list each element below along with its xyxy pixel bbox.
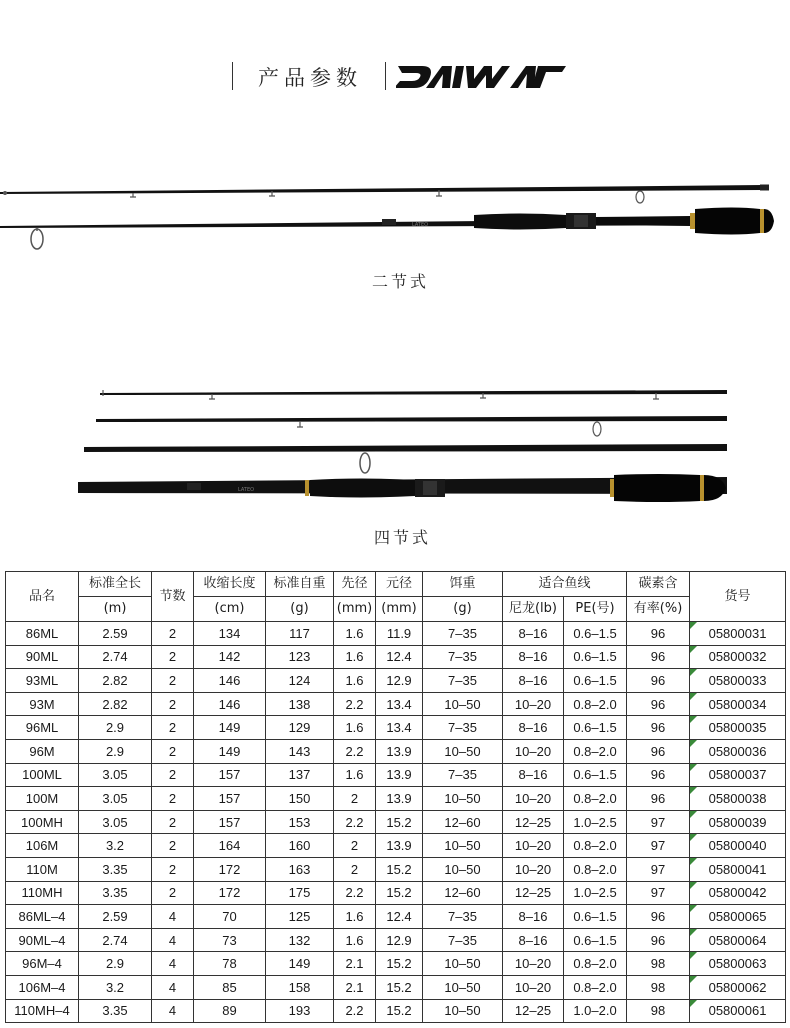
cell-model: 86ML: [6, 622, 79, 646]
cell-model: 110MH: [6, 881, 79, 905]
cell-pe-line: 1.0–2.5: [564, 810, 627, 834]
cell-closed-length: 78: [194, 952, 266, 976]
cell-lure-weight: 7–35: [423, 669, 503, 693]
cell-pe-line: 1.0–2.5: [564, 881, 627, 905]
cell-sections: 4: [152, 928, 194, 952]
table-row: [6, 763, 786, 787]
cell-butt-diameter: 13.4: [376, 692, 423, 716]
cell-model: 93M: [6, 692, 79, 716]
cell-lure-weight: 10–50: [423, 999, 503, 1023]
cell-lure-weight: 7–35: [423, 905, 503, 929]
cell-weight: 129: [266, 716, 334, 740]
cell-product-code: 05800036: [690, 739, 786, 763]
cell-carbon-content: 96: [627, 622, 690, 646]
col-carbon-label: 碳素含: [627, 572, 690, 597]
cell-nylon-line: 12–25: [503, 881, 564, 905]
cell-tip-diameter: 2.2: [334, 739, 376, 763]
col-nylon: 尼龙(lb): [503, 597, 564, 622]
cell-carbon-content: 96: [627, 763, 690, 787]
cell-pe-line: 0.8–2.0: [564, 952, 627, 976]
cell-lure-weight: 7–35: [423, 763, 503, 787]
cell-product-code: 05800063: [690, 952, 786, 976]
cell-weight: 158: [266, 975, 334, 999]
cell-carbon-content: 96: [627, 739, 690, 763]
cell-closed-length: 70: [194, 905, 266, 929]
col-closed-unit: (cm): [194, 597, 266, 622]
cell-model: 96ML: [6, 716, 79, 740]
daiwa-logo: [396, 64, 568, 90]
cell-pe-line: 0.8–2.0: [564, 975, 627, 999]
cell-sections: 2: [152, 763, 194, 787]
header-divider-right: [385, 62, 386, 90]
cell-nylon-line: 10–20: [503, 975, 564, 999]
cell-length: 3.05: [79, 810, 152, 834]
cell-nylon-line: 8–16: [503, 905, 564, 929]
cell-lure-weight: 12–60: [423, 881, 503, 905]
cell-butt-diameter: 12.4: [376, 905, 423, 929]
cell-product-code: 05800041: [690, 857, 786, 881]
cell-weight: 137: [266, 763, 334, 787]
cell-weight: 143: [266, 739, 334, 763]
col-sections: 节数: [152, 572, 194, 622]
cell-product-code: 05800034: [690, 692, 786, 716]
cell-nylon-line: 10–20: [503, 739, 564, 763]
cell-pe-line: 0.6–1.5: [564, 905, 627, 929]
page-header: [0, 58, 790, 94]
cell-butt-diameter: 13.9: [376, 787, 423, 811]
table-row: [6, 739, 786, 763]
cell-carbon-content: 96: [627, 928, 690, 952]
cell-length: 2.9: [79, 716, 152, 740]
cell-length: 3.05: [79, 763, 152, 787]
col-lure-unit: (g): [423, 597, 503, 622]
caption-four-piece: 四节式: [374, 528, 432, 547]
cell-weight: 175: [266, 881, 334, 905]
cell-closed-length: 172: [194, 881, 266, 905]
cell-tip-diameter: 1.6: [334, 763, 376, 787]
cell-sections: 2: [152, 716, 194, 740]
rod-print-2pc: LATEO: [412, 222, 429, 228]
cell-tip-diameter: 1.6: [334, 716, 376, 740]
cell-carbon-content: 96: [627, 716, 690, 740]
cell-weight: 125: [266, 905, 334, 929]
cell-product-code: 05800033: [690, 669, 786, 693]
cell-length: 3.2: [79, 834, 152, 858]
cell-butt-diameter: 15.2: [376, 881, 423, 905]
cell-nylon-line: 8–16: [503, 716, 564, 740]
cell-weight: 193: [266, 999, 334, 1023]
cell-length: 3.35: [79, 999, 152, 1023]
col-tip-label: 先径: [334, 572, 376, 597]
cell-nylon-line: 8–16: [503, 622, 564, 646]
cell-weight: 138: [266, 692, 334, 716]
cell-model: 110MH–4: [6, 999, 79, 1023]
cell-nylon-line: 12–25: [503, 810, 564, 834]
cell-nylon-line: 10–20: [503, 952, 564, 976]
cell-carbon-content: 97: [627, 834, 690, 858]
cell-product-code: 05800040: [690, 834, 786, 858]
rod-print-4pc: LATEO: [238, 487, 255, 493]
cell-model: 100MH: [6, 810, 79, 834]
cell-length: 2.82: [79, 669, 152, 693]
cell-butt-diameter: 15.2: [376, 999, 423, 1023]
cell-tip-diameter: 2.1: [334, 952, 376, 976]
cell-length: 3.35: [79, 857, 152, 881]
cell-nylon-line: 8–16: [503, 645, 564, 669]
cell-length: 2.74: [79, 928, 152, 952]
cell-weight: 163: [266, 857, 334, 881]
cell-closed-length: 172: [194, 857, 266, 881]
cell-lure-weight: 10–50: [423, 787, 503, 811]
cell-lure-weight: 7–35: [423, 928, 503, 952]
cell-butt-diameter: 13.9: [376, 834, 423, 858]
col-weight-label: 标准自重: [266, 572, 334, 597]
cell-carbon-content: 96: [627, 787, 690, 811]
cell-tip-diameter: 2.2: [334, 881, 376, 905]
cell-closed-length: 134: [194, 622, 266, 646]
cell-model: 100M: [6, 787, 79, 811]
cell-tip-diameter: 2.2: [334, 810, 376, 834]
cell-model: 90ML: [6, 645, 79, 669]
cell-carbon-content: 97: [627, 881, 690, 905]
cell-pe-line: 1.0–2.0: [564, 999, 627, 1023]
cell-product-code: 05800039: [690, 810, 786, 834]
cell-model: 96M–4: [6, 952, 79, 976]
cell-pe-line: 0.8–2.0: [564, 692, 627, 716]
cell-lure-weight: 10–50: [423, 952, 503, 976]
cell-tip-diameter: 1.6: [334, 928, 376, 952]
table-subheader-row: [6, 597, 786, 622]
cell-tip-diameter: 2.2: [334, 692, 376, 716]
cell-lure-weight: 12–60: [423, 810, 503, 834]
cell-lure-weight: 7–35: [423, 622, 503, 646]
cell-sections: 2: [152, 787, 194, 811]
cell-lure-weight: 7–35: [423, 645, 503, 669]
cell-pe-line: 0.6–1.5: [564, 928, 627, 952]
cell-length: 2.82: [79, 692, 152, 716]
cell-sections: 4: [152, 999, 194, 1023]
table-row: [6, 975, 786, 999]
cell-tip-diameter: 2.2: [334, 999, 376, 1023]
table-row: [6, 999, 786, 1023]
cell-butt-diameter: 12.9: [376, 669, 423, 693]
cell-closed-length: 142: [194, 645, 266, 669]
cell-sections: 4: [152, 952, 194, 976]
cell-nylon-line: 8–16: [503, 669, 564, 693]
cell-tip-diameter: 2: [334, 787, 376, 811]
cell-closed-length: 157: [194, 787, 266, 811]
cell-closed-length: 89: [194, 999, 266, 1023]
cell-sections: 2: [152, 739, 194, 763]
cell-butt-diameter: 13.9: [376, 763, 423, 787]
cell-sections: 2: [152, 881, 194, 905]
cell-nylon-line: 10–20: [503, 692, 564, 716]
table-row: [6, 692, 786, 716]
col-length-label: 标准全长: [79, 572, 152, 597]
cell-weight: 160: [266, 834, 334, 858]
col-butt-label: 元径: [376, 572, 423, 597]
cell-sections: 2: [152, 669, 194, 693]
table-body: [6, 622, 786, 1023]
cell-pe-line: 0.6–1.5: [564, 716, 627, 740]
cell-length: 3.2: [79, 975, 152, 999]
cell-nylon-line: 8–16: [503, 928, 564, 952]
cell-product-code: 05800031: [690, 622, 786, 646]
cell-nylon-line: 10–20: [503, 857, 564, 881]
cell-product-code: 05800042: [690, 881, 786, 905]
cell-carbon-content: 98: [627, 975, 690, 999]
col-pe: PE(号): [564, 597, 627, 622]
cell-model: 106M–4: [6, 975, 79, 999]
cell-model: 110M: [6, 857, 79, 881]
specifications-table: [5, 571, 786, 1023]
cell-weight: 150: [266, 787, 334, 811]
cell-product-code: 05800065: [690, 905, 786, 929]
cell-lure-weight: 10–50: [423, 857, 503, 881]
table-row: [6, 928, 786, 952]
cell-butt-diameter: 13.4: [376, 716, 423, 740]
table-row: [6, 645, 786, 669]
cell-closed-length: 146: [194, 669, 266, 693]
cell-carbon-content: 96: [627, 692, 690, 716]
cell-closed-length: 164: [194, 834, 266, 858]
cell-butt-diameter: 15.2: [376, 810, 423, 834]
cell-closed-length: 149: [194, 739, 266, 763]
cell-lure-weight: 10–50: [423, 739, 503, 763]
cell-length: 2.59: [79, 905, 152, 929]
cell-product-code: 05800061: [690, 999, 786, 1023]
cell-sections: 2: [152, 834, 194, 858]
cell-weight: 132: [266, 928, 334, 952]
cell-tip-diameter: 2: [334, 857, 376, 881]
col-lure-label: 饵重: [423, 572, 503, 597]
table-row: [6, 857, 786, 881]
cell-closed-length: 146: [194, 692, 266, 716]
cell-pe-line: 0.6–1.5: [564, 622, 627, 646]
cell-tip-diameter: 1.6: [334, 669, 376, 693]
cell-carbon-content: 96: [627, 905, 690, 929]
cell-weight: 149: [266, 952, 334, 976]
cell-closed-length: 149: [194, 716, 266, 740]
cell-carbon-content: 96: [627, 645, 690, 669]
cell-tip-diameter: 1.6: [334, 622, 376, 646]
table-row: [6, 952, 786, 976]
cell-tip-diameter: 1.6: [334, 645, 376, 669]
cell-sections: 2: [152, 810, 194, 834]
cell-model: 106M: [6, 834, 79, 858]
cell-sections: 2: [152, 645, 194, 669]
cell-product-code: 05800032: [690, 645, 786, 669]
table-row: [6, 787, 786, 811]
cell-butt-diameter: 15.2: [376, 952, 423, 976]
cell-tip-diameter: 2: [334, 834, 376, 858]
cell-model: 100ML: [6, 763, 79, 787]
cell-pe-line: 0.6–1.5: [564, 669, 627, 693]
cell-weight: 117: [266, 622, 334, 646]
cell-butt-diameter: 12.9: [376, 928, 423, 952]
cell-lure-weight: 10–50: [423, 692, 503, 716]
cell-product-code: 05800037: [690, 763, 786, 787]
cell-carbon-content: 97: [627, 810, 690, 834]
cell-tip-diameter: 2.1: [334, 975, 376, 999]
cell-product-code: 05800035: [690, 716, 786, 740]
cell-sections: 4: [152, 975, 194, 999]
cell-pe-line: 0.6–1.5: [564, 645, 627, 669]
cell-model: 90ML–4: [6, 928, 79, 952]
cell-carbon-content: 98: [627, 952, 690, 976]
cell-sections: 2: [152, 622, 194, 646]
table-header-row: [6, 572, 786, 597]
cell-butt-diameter: 13.9: [376, 739, 423, 763]
cell-model: 86ML–4: [6, 905, 79, 929]
cell-lure-weight: 10–50: [423, 975, 503, 999]
two-piece-rod-image: [0, 178, 790, 263]
col-butt-unit: (mm): [376, 597, 423, 622]
col-length-unit: (m): [79, 597, 152, 622]
cell-nylon-line: 10–20: [503, 787, 564, 811]
cell-nylon-line: 12–25: [503, 999, 564, 1023]
cell-butt-diameter: 12.4: [376, 645, 423, 669]
cell-sections: 2: [152, 857, 194, 881]
table-row: [6, 834, 786, 858]
cell-carbon-content: 97: [627, 857, 690, 881]
table-row: [6, 669, 786, 693]
table-row: [6, 905, 786, 929]
cell-closed-length: 157: [194, 763, 266, 787]
col-tip-unit: (mm): [334, 597, 376, 622]
col-name: 品名: [6, 572, 79, 622]
cell-length: 3.05: [79, 787, 152, 811]
cell-butt-diameter: 11.9: [376, 622, 423, 646]
cell-closed-length: 85: [194, 975, 266, 999]
cell-pe-line: 0.8–2.0: [564, 834, 627, 858]
cell-nylon-line: 10–20: [503, 834, 564, 858]
caption-two-piece: 二节式: [372, 272, 430, 291]
cell-weight: 153: [266, 810, 334, 834]
cell-carbon-content: 98: [627, 999, 690, 1023]
cell-model: 96M: [6, 739, 79, 763]
col-carbon-unit: 有率(%): [627, 597, 690, 622]
cell-length: 2.74: [79, 645, 152, 669]
col-closed-label: 收缩长度: [194, 572, 266, 597]
cell-length: 2.9: [79, 739, 152, 763]
cell-product-code: 05800038: [690, 787, 786, 811]
cell-nylon-line: 8–16: [503, 763, 564, 787]
cell-lure-weight: 7–35: [423, 716, 503, 740]
cell-pe-line: 0.8–2.0: [564, 857, 627, 881]
col-code: 货号: [690, 572, 786, 622]
table-row: [6, 810, 786, 834]
cell-butt-diameter: 15.2: [376, 857, 423, 881]
cell-closed-length: 73: [194, 928, 266, 952]
cell-closed-length: 157: [194, 810, 266, 834]
page-title: 产品参数: [258, 66, 362, 90]
cell-carbon-content: 96: [627, 669, 690, 693]
col-line-group: 适合鱼线: [503, 572, 627, 597]
table-row: [6, 622, 786, 646]
cell-sections: 4: [152, 905, 194, 929]
cell-butt-diameter: 15.2: [376, 975, 423, 999]
cell-weight: 123: [266, 645, 334, 669]
table-row: [6, 881, 786, 905]
cell-pe-line: 0.8–2.0: [564, 787, 627, 811]
cell-length: 2.59: [79, 622, 152, 646]
cell-lure-weight: 10–50: [423, 834, 503, 858]
header-divider-left: [232, 62, 233, 90]
cell-pe-line: 0.8–2.0: [564, 739, 627, 763]
four-piece-rod-image: [0, 383, 790, 513]
cell-tip-diameter: 1.6: [334, 905, 376, 929]
col-weight-unit: (g): [266, 597, 334, 622]
table-row: [6, 716, 786, 740]
cell-sections: 2: [152, 692, 194, 716]
cell-length: 2.9: [79, 952, 152, 976]
cell-weight: 124: [266, 669, 334, 693]
cell-product-code: 05800064: [690, 928, 786, 952]
cell-product-code: 05800062: [690, 975, 786, 999]
cell-pe-line: 0.6–1.5: [564, 763, 627, 787]
cell-length: 3.35: [79, 881, 152, 905]
cell-model: 93ML: [6, 669, 79, 693]
